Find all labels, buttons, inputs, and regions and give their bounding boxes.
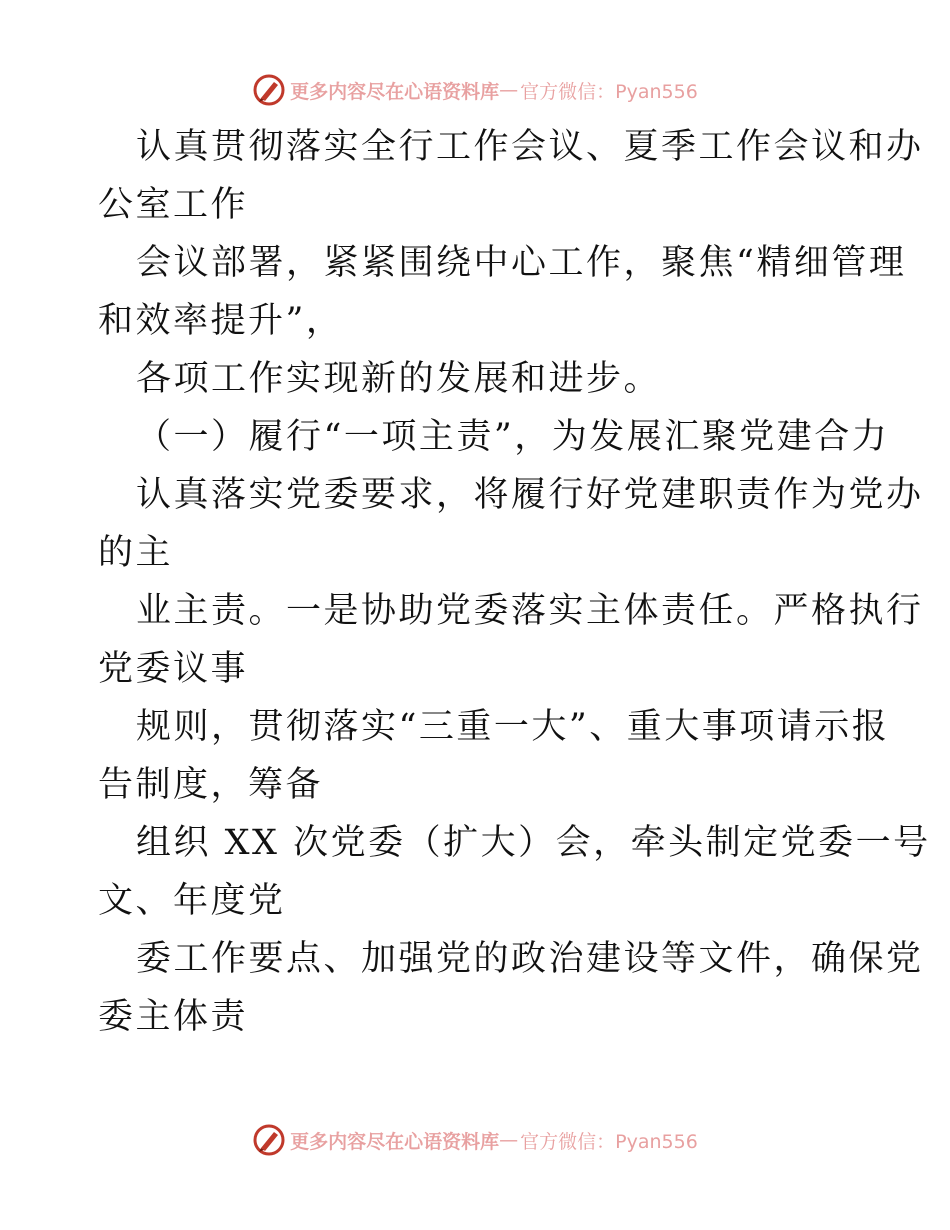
body-line: 的主 <box>98 533 174 573</box>
header-banner <box>0 70 950 110</box>
header-banner-separator: — <box>499 79 519 101</box>
body-line: 告制度，筹备 <box>98 765 324 805</box>
pen-logo-icon <box>252 73 286 107</box>
body-line: 组织 XX 次党委（扩大）会，牵头制定党委一号 <box>136 823 931 863</box>
document-body <box>98 118 931 1046</box>
body-line: 认真贯彻落实全行工作会议、夏季工作会议和办 <box>136 127 924 167</box>
body-line: 和效率提升”， <box>98 301 344 341</box>
body-line: 规则，贯彻落实“三重一大”、重大事项请示报 <box>136 707 890 747</box>
body-line: 委工作要点、加强党的政治建设等文件，确保党 <box>136 939 924 979</box>
footer-banner-text: 更多内容尽在心语资料库 <box>290 1130 500 1153</box>
body-line: 党委议事 <box>98 649 249 689</box>
body-line: 委主体责 <box>98 997 249 1037</box>
body-line: 业主责。一是协助党委落实主体责任。严格执行 <box>136 591 924 631</box>
section-heading: （一）履行“一项主责”，为发展汇聚党建合力 <box>136 417 890 457</box>
body-line: 文、年度党 <box>98 881 286 921</box>
footer-banner-separator: — <box>499 1129 519 1151</box>
body-line: 认真落实党委要求，将履行好党建职责作为党办 <box>136 475 924 515</box>
header-banner-text: 更多内容尽在心语资料库 <box>290 80 500 103</box>
body-line: 会议部署，紧紧围绕中心工作，聚焦“精细管理 <box>136 243 907 283</box>
footer-wechat-text: 官方微信：Pyan556 <box>520 1130 698 1153</box>
pen-logo-icon <box>252 1123 286 1157</box>
header-wechat-text: 官方微信：Pyan556 <box>520 80 698 103</box>
footer-banner <box>0 1120 950 1160</box>
body-line: 各项工作实现新的发展和进步。 <box>136 359 662 399</box>
body-line: 公室工作 <box>98 185 249 225</box>
